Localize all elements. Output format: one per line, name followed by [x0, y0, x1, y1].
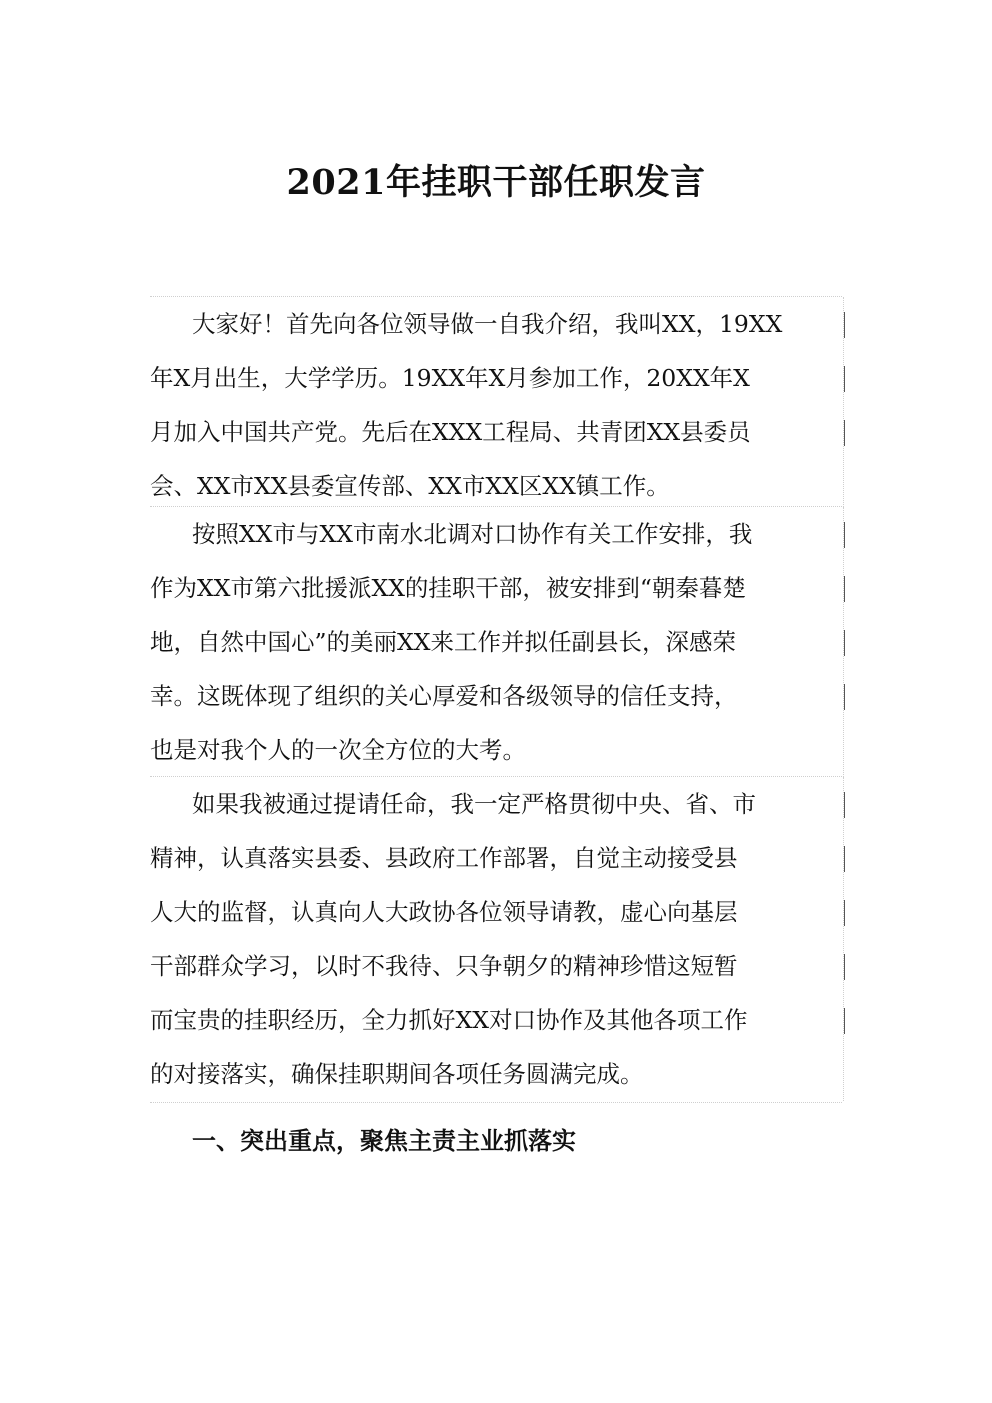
section-heading: 一、突出重点，聚焦主责主业抓落实	[192, 1127, 576, 1155]
paragraph-line: 大家好！首先向各位领导做一自我介绍，我叫XX，19XX	[150, 297, 842, 351]
paragraph-line: 地，自然中国心”的美丽XX来工作并拟任副县长，深感荣	[150, 615, 842, 669]
paragraph-line: 的对接落实，确保挂职期间各项任务圆满完成。	[150, 1060, 644, 1088]
paragraph-line: 月加入中国共产党。先后在XXX工程局、共青团XX县委员	[150, 405, 842, 459]
paragraph-line: 人大的监督，认真向人大政协各位领导请教，虚心向基层	[150, 885, 842, 939]
paragraph-line: 幸。这既体现了组织的关心厚爱和各级领导的信任支持，	[150, 669, 842, 723]
paragraph-line: 年X月出生，大学学历。19XX年X月参加工作，20XX年X	[150, 351, 842, 405]
paragraph-divider	[150, 1102, 842, 1103]
paragraph-assignment	[150, 506, 842, 777]
paragraph-line: 干部群众学习，以时不我待、只争朝夕的精神珍惜这短暂	[150, 939, 842, 993]
paragraph-line: 会、XX市XX县委宣传部、XX市XX区XX镇工作。	[150, 472, 670, 500]
paragraph-line: 如果我被通过提请任命，我一定严格贯彻中央、省、市	[150, 777, 842, 831]
paragraph-line: 作为XX市第六批援派XX的挂职干部，被安排到“朝秦暮楚	[150, 561, 842, 615]
paragraph-line: 按照XX市与XX市南水北调对口协作有关工作安排，我	[150, 507, 842, 561]
paragraph-commitment	[150, 776, 842, 1101]
paragraph-line: 精神，认真落实县委、县政府工作部署，自觉主动接受县	[150, 831, 842, 885]
paragraph-line: 也是对我个人的一次全方位的大考。	[150, 736, 526, 764]
paragraph-line: 而宝贵的挂职经历，全力抓好XX对口协作及其他各项工作	[150, 993, 842, 1047]
paragraph-intro	[150, 296, 842, 513]
page-title: 2021年挂职干部任职发言	[286, 162, 706, 203]
